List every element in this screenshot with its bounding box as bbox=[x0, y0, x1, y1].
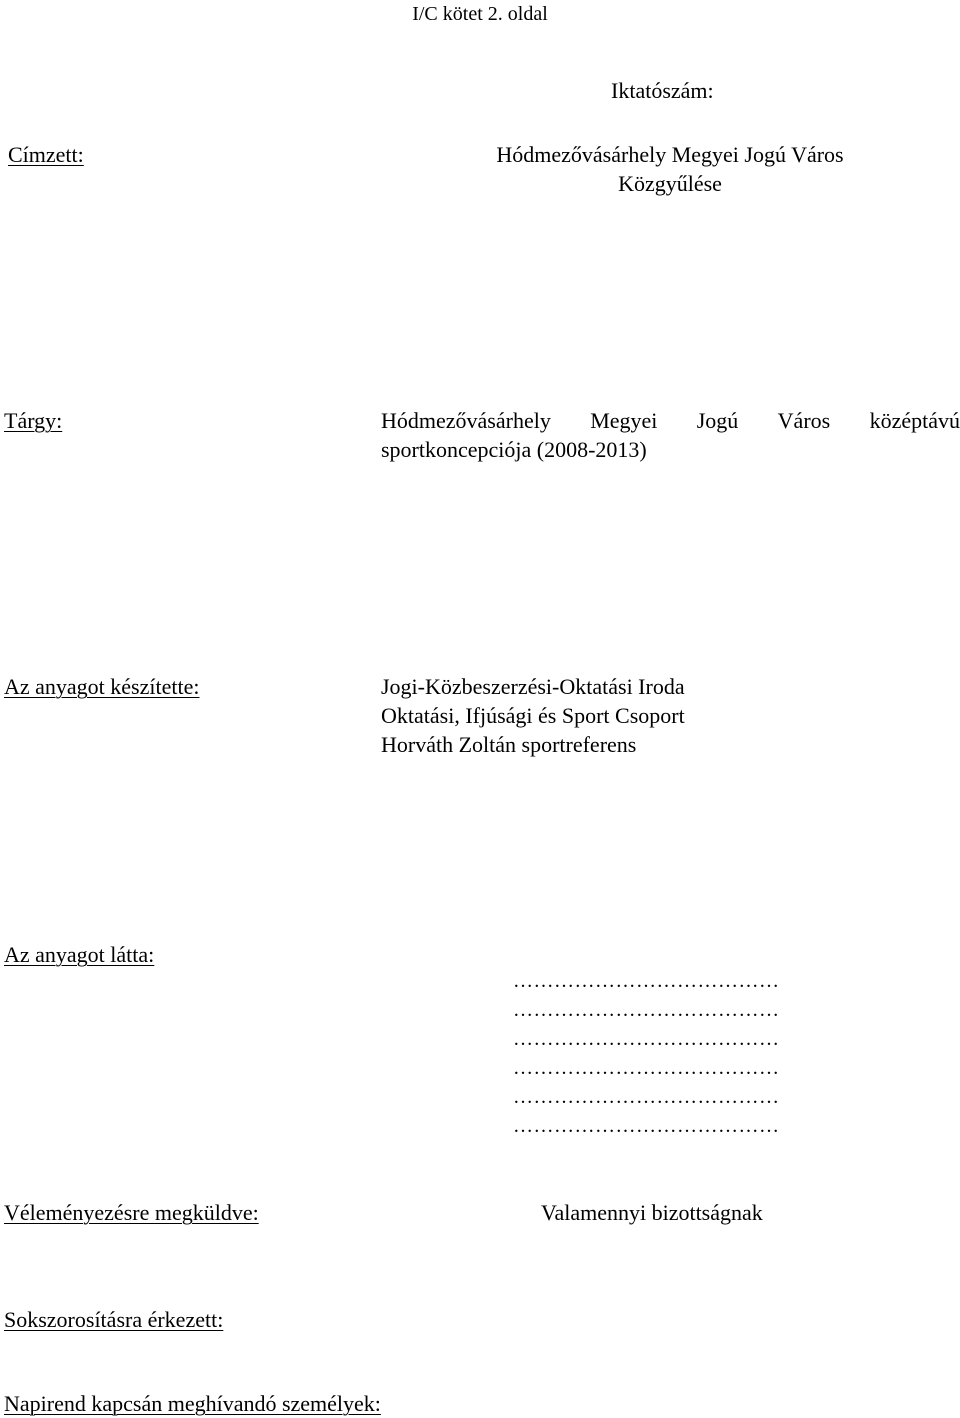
cimzett-line: Közgyűlése bbox=[618, 171, 722, 196]
dotted-line: ………………………………… bbox=[513, 1086, 780, 1108]
dotted-line: ………………………………… bbox=[513, 999, 780, 1021]
dotted-line: ………………………………… bbox=[513, 1115, 780, 1137]
velemenyezes-label: Véleményezésre megküldve: bbox=[4, 1200, 259, 1225]
cimzett-line: Hódmezővásárhely Megyei Jogú Város bbox=[496, 142, 844, 167]
targy-word: Megyei bbox=[590, 408, 658, 433]
napirend-label: Napirend kapcsán meghívandó személyek: bbox=[4, 1391, 381, 1416]
targy-word: Hódmezővásárhely bbox=[381, 408, 551, 433]
iktatoszam-label: Iktatószám: bbox=[611, 78, 714, 103]
dotted-line: ………………………………… bbox=[513, 970, 780, 992]
keszitette-line: Oktatási, Ifjúsági és Sport Csoport bbox=[381, 703, 685, 728]
targy-line-2: sportkoncepciója (2008-2013) bbox=[381, 437, 647, 462]
sokszorositas-label: Sokszorosításra érkezett: bbox=[4, 1307, 224, 1332]
targy-word: Város bbox=[777, 408, 831, 433]
page-header: I/C kötet 2. oldal bbox=[412, 3, 548, 25]
targy-value bbox=[381, 406, 960, 464]
keszitette-value bbox=[381, 672, 685, 759]
targy-line-1 bbox=[381, 406, 960, 435]
targy-word: középtávú bbox=[869, 408, 960, 433]
latta-signature-lines bbox=[513, 967, 780, 1141]
targy-word: Jogú bbox=[696, 408, 739, 433]
keszitette-line: Horváth Zoltán sportreferens bbox=[381, 732, 637, 757]
cimzett-label: Címzett: bbox=[8, 142, 84, 167]
keszitette-label: Az anyagot készítette: bbox=[4, 674, 200, 699]
targy-label: Tárgy: bbox=[4, 408, 63, 433]
dotted-line: ………………………………… bbox=[513, 1028, 780, 1050]
velemenyezes-value: Valamennyi bizottságnak bbox=[541, 1200, 763, 1225]
latta-label: Az anyagot látta: bbox=[4, 942, 155, 967]
keszitette-line: Jogi-Közbeszerzési-Oktatási Iroda bbox=[381, 674, 685, 699]
dotted-line: ………………………………… bbox=[513, 1057, 780, 1079]
cimzett-value bbox=[470, 140, 870, 198]
